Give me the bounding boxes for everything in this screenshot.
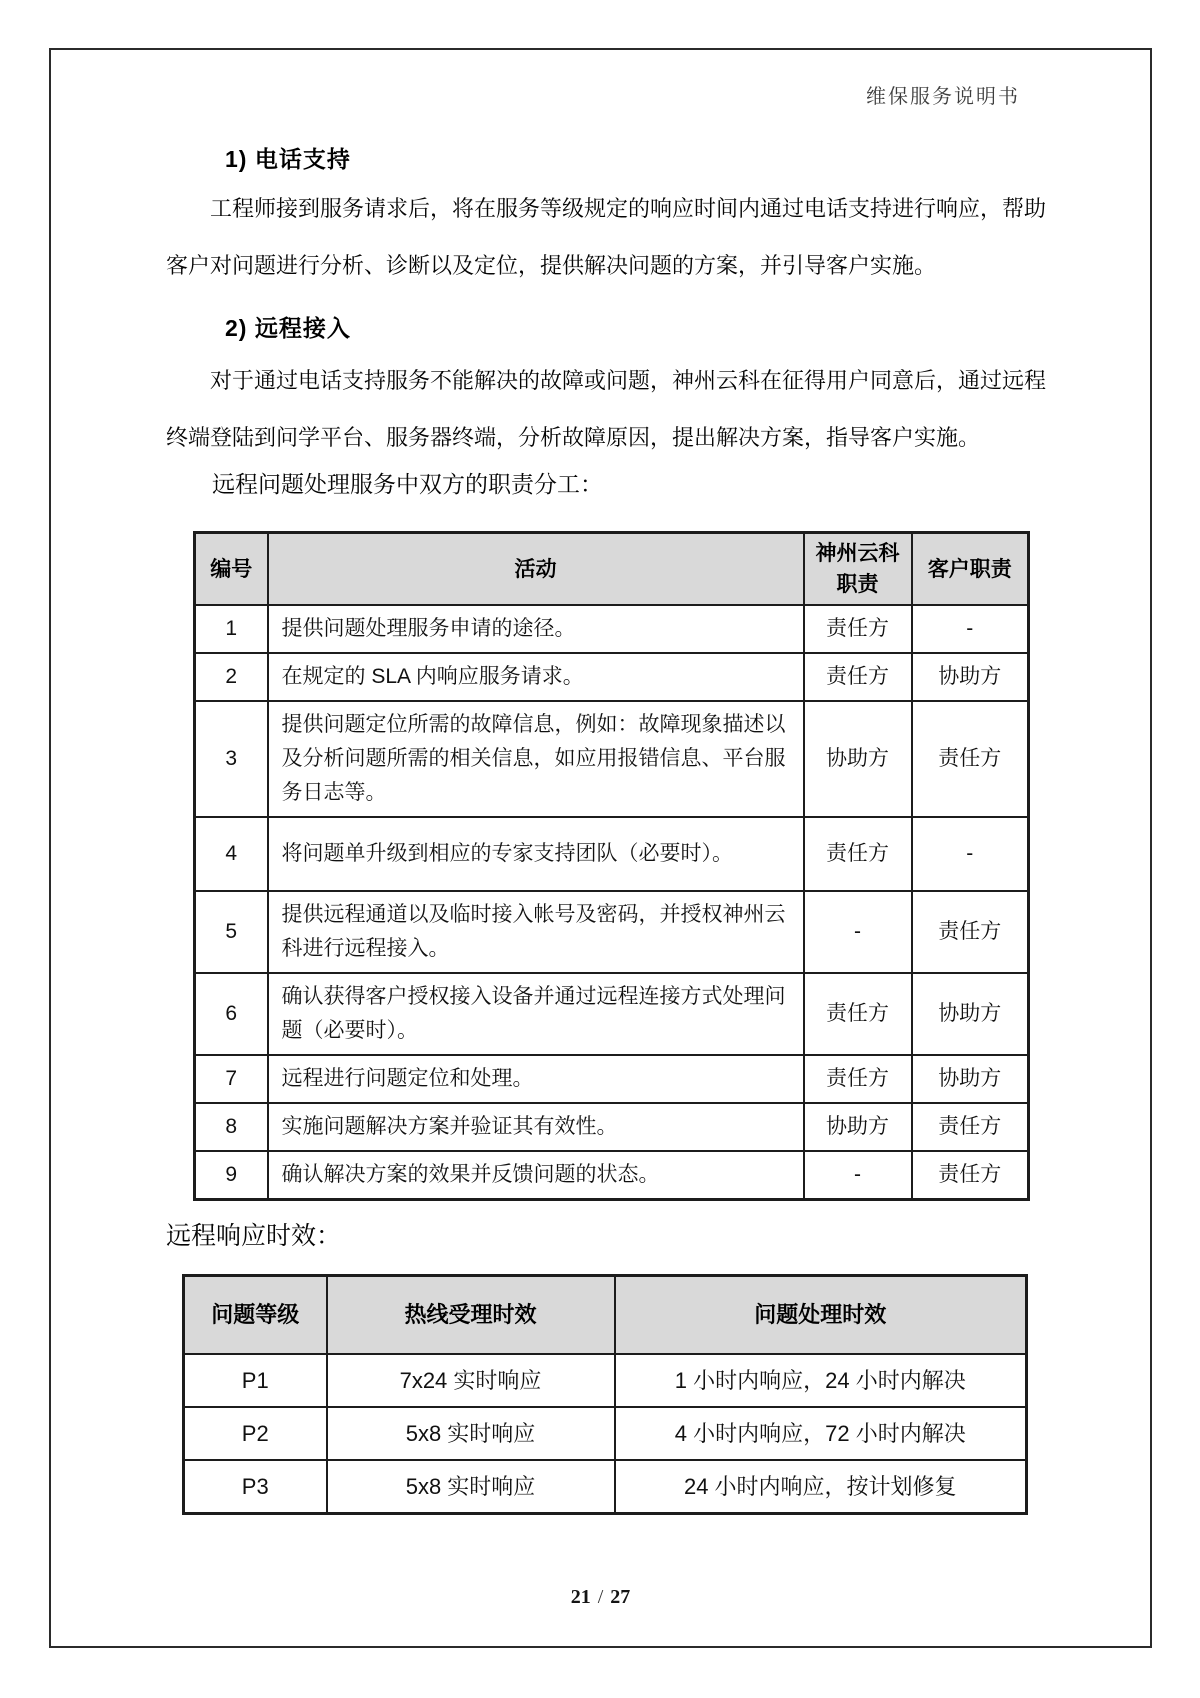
table-intro: 远程问题处理服务中双方的职责分工： [212,471,603,497]
cell-customer: - [912,817,1029,891]
cell-activity: 提供问题处理服务申请的途径。 [268,605,804,653]
cell-customer: 协助方 [912,973,1029,1055]
cell-activity: 在规定的 SLA 内响应服务请求。 [268,653,804,701]
header-cell-customer: 客户职责 [912,533,1029,606]
header-cell-hotline: 热线受理时效 [327,1276,615,1355]
cell-level: P1 [184,1354,327,1407]
cell-vendor: 责任方 [804,817,912,891]
cell-hotline: 7x24 实时响应 [327,1354,615,1407]
responsibility-table [193,531,1030,1201]
cell-level: P3 [184,1460,327,1514]
footer-page-number [49,1586,1152,1609]
table-row [195,1151,1029,1200]
cell-vendor: - [804,1151,912,1200]
cell-activity: 实施问题解决方案并验证其有效性。 [268,1103,804,1151]
cell-hotline: 5x8 实时响应 [327,1407,615,1460]
page-number-separator: / [597,1586,604,1608]
page-number-current: 21 [570,1586,591,1608]
cell-vendor: 协助方 [804,701,912,817]
cell-handling: 4 小时内响应，72 小时内解决 [615,1407,1027,1460]
cell-customer: 协助方 [912,653,1029,701]
header-cell-no: 编号 [195,533,268,606]
cell-no: 1 [195,605,268,653]
cell-customer: 责任方 [912,701,1029,817]
section-2-heading: 2) 远程接入 [225,315,351,341]
table-row [195,1103,1029,1151]
response-time-label: 远程响应时效： [166,1222,342,1250]
cell-handling: 24 小时内响应，按计划修复 [615,1460,1027,1514]
cell-no: 9 [195,1151,268,1200]
table-row [184,1460,1027,1514]
cell-no: 5 [195,891,268,973]
cell-vendor: 责任方 [804,1055,912,1103]
cell-customer: 责任方 [912,891,1029,973]
cell-vendor: 协助方 [804,1103,912,1151]
cell-no: 7 [195,1055,268,1103]
section-2-paragraph: 对于通过电话支持服务不能解决的故障或问题，神州云科在征得用户同意后，通过远程终端登陆到问学平台、服务器终端，分析故障原因，提出解决方案，指导客户实施。 [166,368,1047,450]
table-row [195,1055,1029,1103]
cell-activity: 确认解决方案的效果并反馈问题的状态。 [268,1151,804,1200]
table-header-row [195,533,1029,606]
cell-activity: 确认获得客户授权接入设备并通过远程连接方式处理问题（必要时）。 [268,973,804,1055]
cell-hotline: 5x8 实时响应 [327,1460,615,1514]
cell-customer: 协助方 [912,1055,1029,1103]
table-row [195,817,1029,891]
table-row [184,1354,1027,1407]
header-cell-level: 问题等级 [184,1276,327,1355]
cell-handling: 1 小时内响应，24 小时内解决 [615,1354,1027,1407]
header-cell-handling: 问题处理时效 [615,1276,1027,1355]
cell-vendor: 责任方 [804,653,912,701]
cell-customer: - [912,605,1029,653]
cell-activity: 提供远程通道以及临时接入帐号及密码，并授权神州云科进行远程接入。 [268,891,804,973]
table-row [195,973,1029,1055]
cell-activity: 将问题单升级到相应的专家支持团队（必要时）。 [268,817,804,891]
cell-vendor: 责任方 [804,605,912,653]
cell-no: 3 [195,701,268,817]
table-row [195,891,1029,973]
response-time-table [182,1274,1028,1515]
header-cell-activity: 活动 [268,533,804,606]
cell-activity: 提供问题定位所需的故障信息，例如：故障现象描述以及分析问题所需的相关信息，如应用报错信息、平台服务日志等。 [268,701,804,817]
table-row [195,701,1029,817]
section-1-paragraph: 工程师接到服务请求后，将在服务等级规定的响应时间内通过电话支持进行响应，帮助客户对问题进行分析、诊断以及定位，提供解决问题的方案，并引导客户实施。 [166,196,1047,278]
cell-no: 8 [195,1103,268,1151]
cell-level: P2 [184,1407,327,1460]
cell-vendor: 责任方 [804,973,912,1055]
cell-activity: 远程进行问题定位和处理。 [268,1055,804,1103]
section-1-heading: 1) 电话支持 [225,146,351,172]
cell-no: 6 [195,973,268,1055]
table-row [184,1407,1027,1460]
table-row [195,605,1029,653]
cell-customer: 责任方 [912,1151,1029,1200]
doc-header-title: 维保服务说明书 [866,86,1020,108]
cell-vendor: - [804,891,912,973]
header-cell-vendor: 神州云科职责 [804,533,912,606]
page-number-total: 27 [610,1586,631,1608]
cell-no: 2 [195,653,268,701]
cell-customer: 责任方 [912,1103,1029,1151]
table-row [195,653,1029,701]
table-header-row [184,1276,1027,1355]
cell-no: 4 [195,817,268,891]
